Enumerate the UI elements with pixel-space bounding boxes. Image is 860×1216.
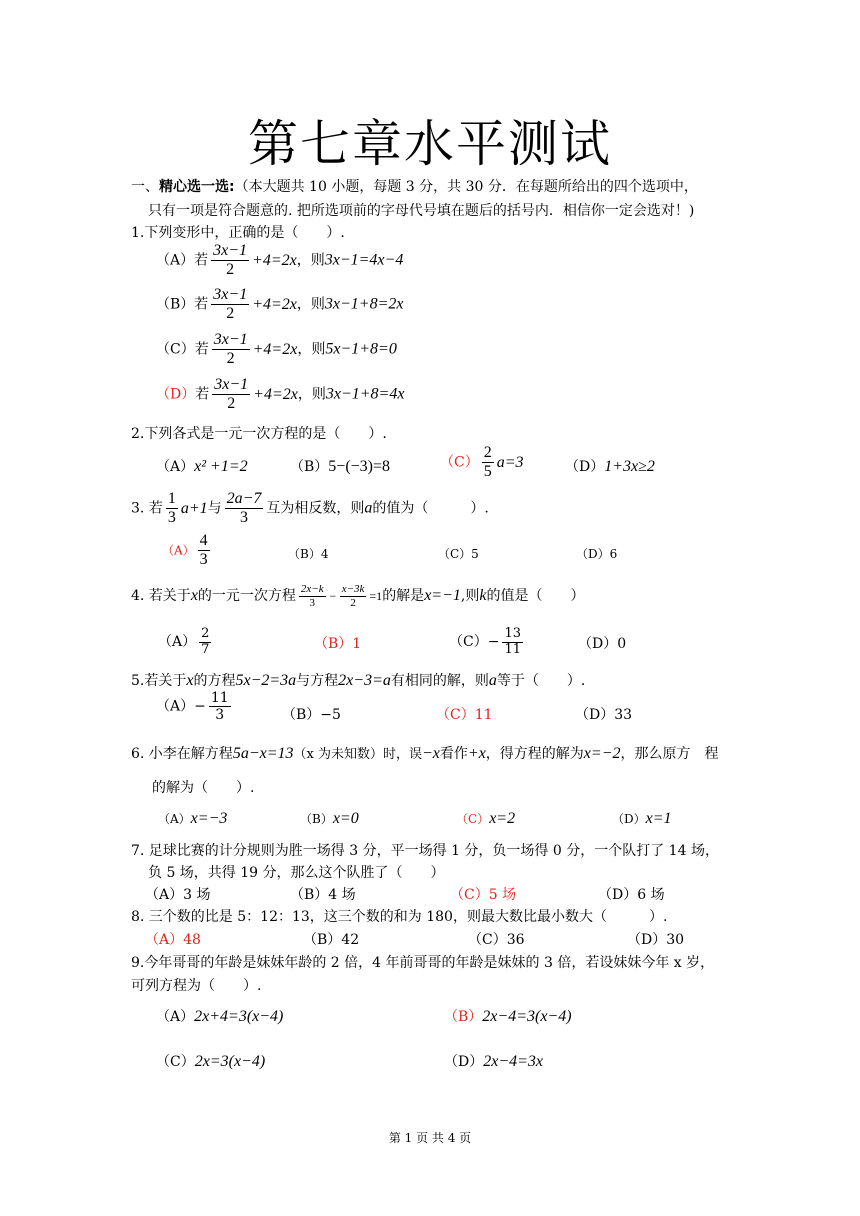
q2-option-c: [440, 444, 524, 482]
question-9-line-1: 9.今年哥哥的年龄是妹妹年龄的 2 倍，4 年前哥哥的年龄是妹妹的 3 倍，若设妹妹今年 x 岁，: [131, 955, 715, 971]
q3-option-c: （C）5: [438, 547, 479, 561]
q2-c-rest: a=3: [496, 453, 524, 471]
q1-option-a-label: （A）: [156, 252, 195, 269]
q4-f2-num: x−3k: [341, 583, 365, 595]
q9-option-a: [156, 1006, 283, 1026]
q3-f1-rest: a+1: [180, 499, 208, 517]
q4-a-num: 2: [201, 626, 210, 641]
q3-option-d: （D）6: [576, 547, 618, 561]
section-name: 精心选一选:: [159, 179, 235, 195]
q9-c-expr: 2x=3(x−4): [194, 1053, 266, 1070]
q5-mid3: 有相同的解，则: [390, 673, 489, 689]
q3-f2-den: 3: [240, 509, 248, 527]
q6-line1e: ，那么原方 程: [620, 746, 719, 762]
q8-option-b: （B）42: [303, 932, 360, 948]
q6-line1a: 6. 小李在解方程: [131, 746, 233, 762]
q2-a-expr: x² +1=2: [194, 458, 248, 475]
q1-frac-den: 2: [226, 261, 235, 279]
q1-option-a: [156, 242, 403, 280]
q6-b-label: （B）: [300, 812, 333, 826]
q1-ruo: 若: [195, 386, 210, 403]
q1-frac-num: 3x−1: [211, 286, 249, 305]
q6-w1: −x: [421, 745, 440, 762]
q5-a-num: 11: [210, 690, 229, 706]
q1-option-c-label: （C）: [156, 341, 195, 358]
q1-option-d-result: 3x−1+8=4x: [325, 385, 405, 403]
q3-a-num: 4: [198, 532, 210, 551]
q1-ze: ，则: [297, 341, 326, 358]
page-title: 第七章水平测试: [248, 115, 612, 173]
q4-f1-den: 3: [309, 596, 316, 609]
q3-a-label: （A）: [162, 543, 195, 558]
page-footer: 第 1 页 共 4 页: [388, 1131, 472, 1145]
q4-a-label: （A）: [158, 633, 197, 650]
q3-post2: 的值为（ ）.: [372, 500, 489, 517]
q2-a-label: （A）: [156, 459, 195, 475]
q5-option-d: （D）33: [575, 707, 633, 723]
q3-f1-den: 3: [167, 509, 176, 527]
question-9-line-2: 可列方程为（ ）.: [131, 978, 262, 994]
q3-post: 互为相反数，则: [266, 500, 365, 517]
q5-eq1: 5x−2=3a: [235, 672, 297, 689]
q6-line1c: 看作: [439, 746, 468, 762]
q1-option-b: [156, 286, 404, 324]
q1-option-b-label: （B）: [156, 296, 195, 313]
q6-c-label: （C）: [456, 812, 490, 826]
q5-a-den: 3: [215, 707, 225, 724]
q4-c-den: 11: [504, 641, 521, 657]
q4-minus: −: [328, 588, 337, 603]
q4-post2: 的值是（ ）: [486, 587, 585, 604]
q2-option-b: [290, 456, 390, 476]
q1-frac-den: 2: [226, 305, 235, 323]
q9-option-c: [156, 1051, 265, 1071]
q6-d-label: （D）: [612, 812, 646, 826]
q8-option-c: （C）36: [468, 932, 525, 948]
q9-d-expr: 2x−4=3x: [483, 1053, 544, 1070]
q7-option-c: （C）5 场: [450, 887, 517, 903]
section-desc-2: 只有一项是符合题意的. 把所选项前的字母代号填在题后的括号内．相信你一定会选对！): [148, 203, 695, 219]
q5-a: a: [488, 672, 497, 689]
q3-f2-num: 2a−7: [225, 490, 264, 509]
q1-ze: ，则: [296, 252, 325, 269]
q6-w3: x=−2: [583, 745, 621, 762]
q6-d-expr: x=1: [645, 810, 672, 827]
q6-c-expr: x=2: [489, 810, 516, 827]
q1-rest: +4=2x: [252, 295, 297, 313]
question-7-line-2: 负 5 场，共得 19 分，那么这个队胜了（ ）: [148, 865, 445, 881]
q1-option-a-result: 3x−1=4x−4: [324, 251, 404, 269]
q5-a-label: （A）−: [156, 698, 206, 715]
q5-eq2: 2x−3=a: [338, 672, 391, 689]
q6-eq: 5a−x=13: [232, 745, 294, 762]
q8-option-a: （A）48: [145, 932, 201, 948]
q4-option-a: [158, 627, 214, 658]
q3-option-b: （B）4: [288, 547, 329, 561]
q5-mid: 的方程: [193, 673, 236, 689]
question-2-stem: 2.下列各式是一元一次方程的是（ ）.: [131, 426, 387, 442]
q4-a-den: 7: [201, 641, 210, 657]
q1-ze: ，则: [296, 296, 325, 313]
q4-c-num: 13: [504, 626, 521, 641]
q9-b-expr: 2x−4=3(x−4): [482, 1008, 572, 1025]
q8-option-d: （D）30: [627, 932, 685, 948]
q1-option-d: [156, 376, 404, 414]
q1-ruo: 若: [194, 296, 209, 313]
q4-pre: 4. 若关于: [131, 587, 191, 604]
q9-option-d: [444, 1051, 543, 1071]
q3-var: a: [364, 499, 373, 517]
section-desc-1: （本大题共 10 小题，每题 3 分，共 30 分．在每题所给出的四个选项中，: [234, 179, 698, 195]
q1-rest: +4=2x: [252, 340, 298, 358]
q5-pre: 5.若关于: [131, 673, 187, 689]
q7-option-d: （D）6 场: [598, 887, 665, 903]
question-8-stem: 8. 三个数的比是 5：12：13，这三个数的和为 180，则最大数比最小数大（ ）.: [131, 909, 668, 925]
q4-f2-den: 2: [350, 596, 356, 609]
q2-c-den: 5: [483, 463, 492, 481]
q3-pre: 3. 若: [131, 500, 163, 517]
q9-a-expr: 2x+4=3(x−4): [194, 1008, 284, 1025]
q6-line1b: （x 为未知数）时，误: [293, 747, 422, 762]
q9-c-label: （C）: [156, 1054, 195, 1070]
q6-option-c: [456, 810, 515, 828]
q9-a-label: （A）: [156, 1009, 195, 1025]
q1-rest: +4=2x: [253, 385, 298, 403]
q2-d-label: （D）: [565, 459, 605, 475]
q1-frac-num: 3x−1: [211, 242, 249, 261]
q5-post: 等于（ ）.: [496, 673, 586, 689]
q1-ze: ，则: [297, 386, 326, 403]
q3-a-den: 3: [199, 551, 208, 569]
section-header: [131, 176, 698, 196]
q6-a-label: （A）: [158, 812, 191, 826]
q1-option-c: [156, 331, 397, 369]
q3-yu: 与: [207, 500, 222, 517]
question-6-line-2: 的解为（ ）.: [152, 780, 255, 796]
question-7-line-1: 7. 足球比赛的计分规则为胜一场得 3 分，平一场得 1 分，负一场得 0 分，一个队打了 14 场，: [131, 843, 719, 859]
q2-b-label: （B）: [290, 459, 329, 475]
question-6-line-1: [131, 743, 719, 763]
q5-mid2: 与方程: [296, 673, 339, 689]
q9-option-b: [444, 1006, 572, 1026]
q4-option-d: （D）0: [578, 636, 627, 652]
q1-frac-num: 3x−1: [212, 376, 250, 395]
q5-option-a: [156, 690, 234, 723]
q7-option-a: （A）3 场: [145, 887, 211, 903]
question-1-stem: 1.下列变形中，正确的是（ ）.: [131, 225, 345, 241]
q1-frac-den: 2: [226, 350, 235, 368]
q6-option-d: [612, 810, 672, 828]
q2-option-d: [565, 456, 655, 476]
q4-c-sign: −: [487, 633, 500, 650]
q1-ruo: 若: [194, 341, 209, 358]
q9-b-label: （B）: [444, 1009, 483, 1025]
q9-d-label: （D）: [444, 1054, 484, 1070]
q1-option-c-result: 5x−1+8=0: [325, 340, 397, 358]
q5-option-c: （C）11: [436, 707, 493, 723]
q3-option-a: [162, 532, 213, 570]
section-lead: 一、: [131, 179, 159, 195]
q6-option-b: [300, 810, 359, 828]
q4-mid2: 的解是: [382, 587, 425, 604]
q6-option-a: [158, 810, 227, 828]
q5-option-b: （B）−5: [282, 707, 341, 723]
q4-x: x: [190, 586, 198, 604]
q6-w2: +x: [467, 745, 486, 762]
q2-c-num: 2: [482, 444, 494, 463]
question-3-stem: [131, 490, 489, 528]
q4-post: ,则: [460, 587, 480, 604]
q2-c-label: （C）: [440, 454, 479, 471]
q2-b-expr: 5−(−3)=8: [328, 458, 391, 475]
q6-a-expr: x=−3: [190, 810, 228, 827]
q4-option-c: [449, 627, 526, 658]
q1-frac-den: 2: [227, 395, 236, 413]
q1-option-d-label: （D）: [156, 386, 196, 403]
q4-mid: 的一元一次方程: [197, 587, 296, 604]
question-4-stem: [131, 583, 584, 609]
q7-option-b: （B）4 场: [290, 887, 356, 903]
q2-option-a: [156, 456, 248, 476]
q4-c-label: （C）: [449, 633, 488, 650]
q2-d-expr: 1+3x≥2: [604, 458, 655, 475]
q4-k: k: [479, 586, 487, 604]
question-5-stem: [131, 670, 585, 690]
q1-rest: +4=2x: [252, 251, 297, 269]
q4-sol: x=−1: [424, 586, 461, 604]
q6-b-expr: x=0: [332, 810, 359, 827]
q6-line1d: ，得方程的解为: [485, 746, 584, 762]
q4-b-text: （B）1: [314, 636, 362, 652]
q1-ruo: 若: [194, 252, 209, 269]
q4-f1-num: 2x−k: [300, 583, 324, 595]
q1-option-b-result: 3x−1+8=2x: [324, 295, 404, 313]
q4-eq: =1: [369, 588, 383, 603]
q3-f1-num: 1: [166, 490, 178, 509]
q4-option-b: [314, 633, 361, 653]
q1-frac-num: 3x−1: [212, 331, 250, 350]
q5-x: x: [186, 672, 194, 689]
